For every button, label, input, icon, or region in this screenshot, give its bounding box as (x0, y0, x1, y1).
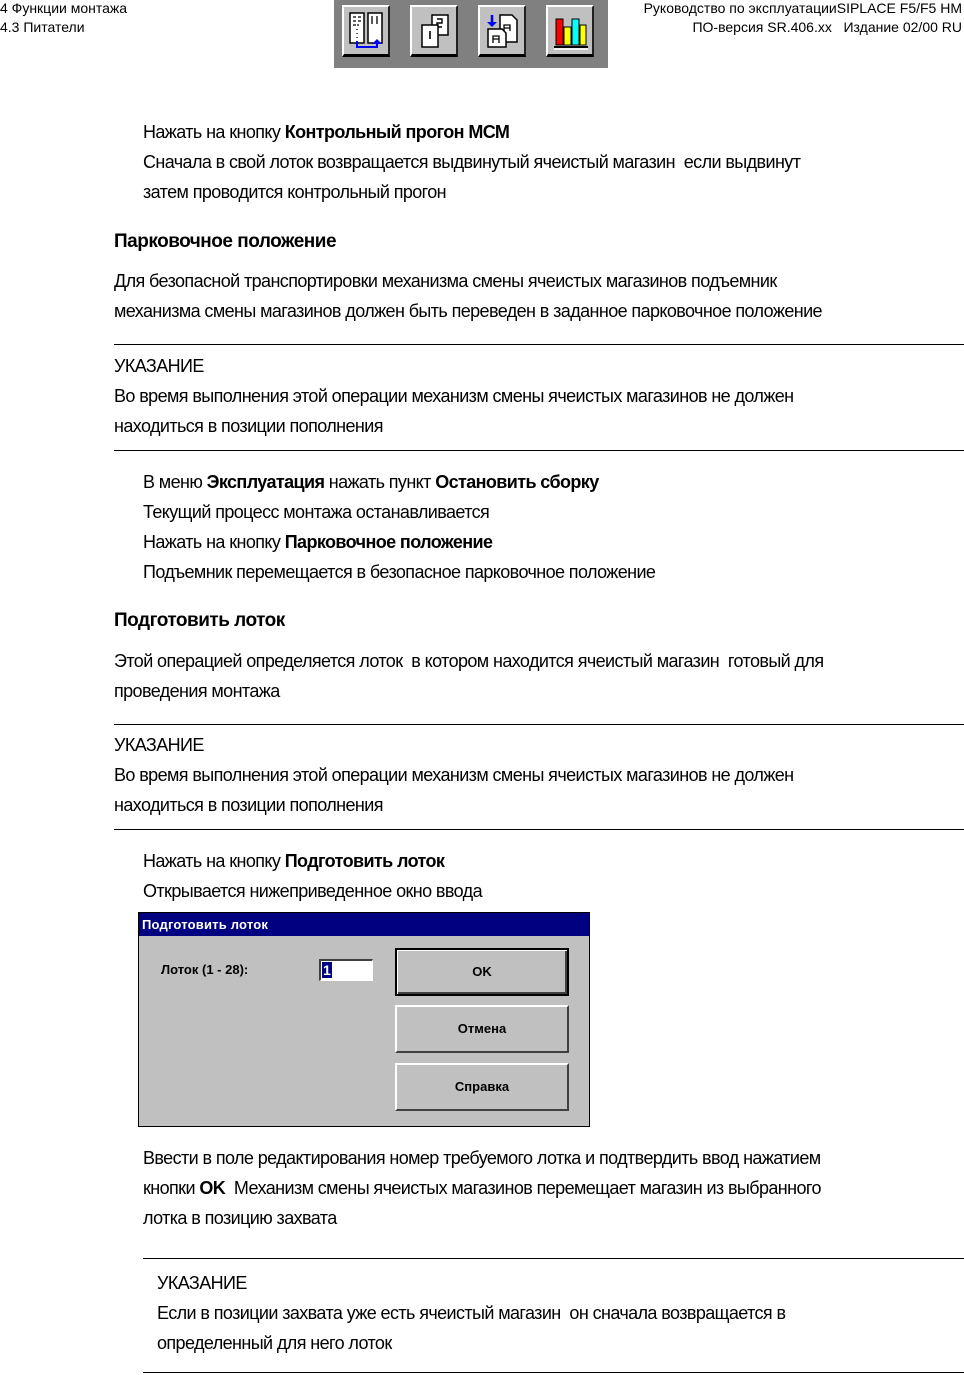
step-text: Открывается нижеприведенное окно ввода (143, 881, 482, 901)
paragraph: Для безопасной транспортировки механизма смены ячеистых магазинов подъемник (114, 271, 777, 291)
navigation-toolbar (334, 0, 608, 68)
ok-button[interactable]: OK (395, 948, 569, 996)
divider (143, 1258, 964, 1259)
divider (114, 724, 964, 725)
paragraph: механизма смены магазинов должен быть переведен в заданное парковочное положение (114, 301, 822, 321)
text: нажать пункт (324, 472, 436, 492)
dialog-title: Подготовить лоток (139, 913, 589, 936)
paragraph: Этой операцией определяется лоток в котором находится ячеистый магазин готовый для (114, 651, 824, 671)
toolbar-button-back-page[interactable] (478, 5, 526, 57)
header-chapter: 4 Функции монтажа (0, 0, 128, 16)
text: В меню (143, 472, 207, 492)
divider (114, 450, 964, 451)
step-text: лотка в позицию захвата (143, 1208, 337, 1228)
step-text: Ввести в поле редактирования номер требуемого лотка и подтвердить ввод нажатием (143, 1148, 821, 1168)
divider (114, 344, 964, 345)
step-press-park (143, 532, 492, 552)
text: Нажать на кнопку (143, 851, 285, 871)
note-text: находиться в позиции пополнения (114, 416, 383, 436)
note-text: Если в позиции захвата уже есть ячеистый магазин он сначала возвращается в (157, 1303, 786, 1323)
note-title: УКАЗАНИЕ (114, 735, 204, 755)
divider (114, 829, 964, 830)
note-title: УКАЗАНИЕ (114, 356, 204, 376)
contents-navigation-icon (348, 11, 386, 53)
help-button[interactable]: Справка (395, 1063, 569, 1111)
text: кнопки (143, 1178, 200, 1198)
library-books-icon (552, 11, 590, 53)
cancel-button[interactable]: Отмена (395, 1005, 569, 1053)
note-title: УКАЗАНИЕ (157, 1273, 247, 1293)
button-name-test-run: Контрольный прогон МСМ (284, 122, 510, 142)
step-text: Текущий процесс монтажа останавливается (143, 502, 490, 522)
back-page-icon (484, 11, 522, 53)
prepare-tray-dialog (138, 912, 590, 1127)
step-text: Подъемник перемещается в безопасное парковочное положение (143, 562, 656, 582)
text: Нажать на кнопку (143, 122, 285, 142)
step-confirm-ok (143, 1178, 821, 1198)
header-version: ПО-версия SR.406.xx Издание 02/00 RU (692, 19, 962, 35)
divider (143, 1372, 964, 1373)
note-text: находиться в позиции пополнения (114, 795, 383, 815)
tray-field-label: Лоток (1 - 28): (161, 962, 249, 977)
menu-item-stop-assembly: Остановить сборку (435, 472, 599, 492)
menu-name-operation: Эксплуатация (206, 472, 325, 492)
note-text: Во время выполнения этой операции механизм смены ячеистых магазинов не должен (114, 765, 794, 785)
note-text: определенный для него лоток (157, 1333, 392, 1353)
text: Нажать на кнопку (143, 532, 285, 552)
button-name-ok: OK (199, 1178, 226, 1198)
button-name-prepare-tray: Подготовить лоток (284, 851, 445, 871)
step-menu-stop (143, 472, 599, 492)
step-press-test-run (143, 122, 509, 142)
text: Механизм смены ячеистых магазинов перемещает магазин из выбранного (225, 1178, 821, 1198)
paragraph: проведения монтажа (114, 681, 280, 701)
tray-number-input[interactable] (319, 959, 373, 981)
button-name-park: Парковочное положение (284, 532, 493, 552)
toolbar-button-library[interactable] (546, 5, 594, 57)
header-manual-title: Руководство по эксплуатацииSIPLACE F5/F5 HM (643, 0, 962, 16)
header-section: 4.3 Питатели (0, 19, 85, 35)
section-heading-park: Парковочное положение (114, 231, 337, 252)
pages-icon (416, 11, 454, 53)
note-text: Во время выполнения этой операции механизм смены ячеистых магазинов не должен (114, 386, 794, 406)
toolbar-button-pages[interactable] (410, 5, 458, 57)
step-text: затем проводится контрольный прогон (143, 182, 446, 202)
toolbar-button-contents[interactable] (342, 5, 390, 57)
section-heading-prepare-tray: Подготовить лоток (114, 610, 285, 631)
tray-number-value: 1 (323, 962, 331, 978)
step-text: Сначала в свой лоток возвращается выдвинутый ячеистый магазин если выдвинут (143, 152, 801, 172)
step-press-prepare (143, 851, 444, 871)
